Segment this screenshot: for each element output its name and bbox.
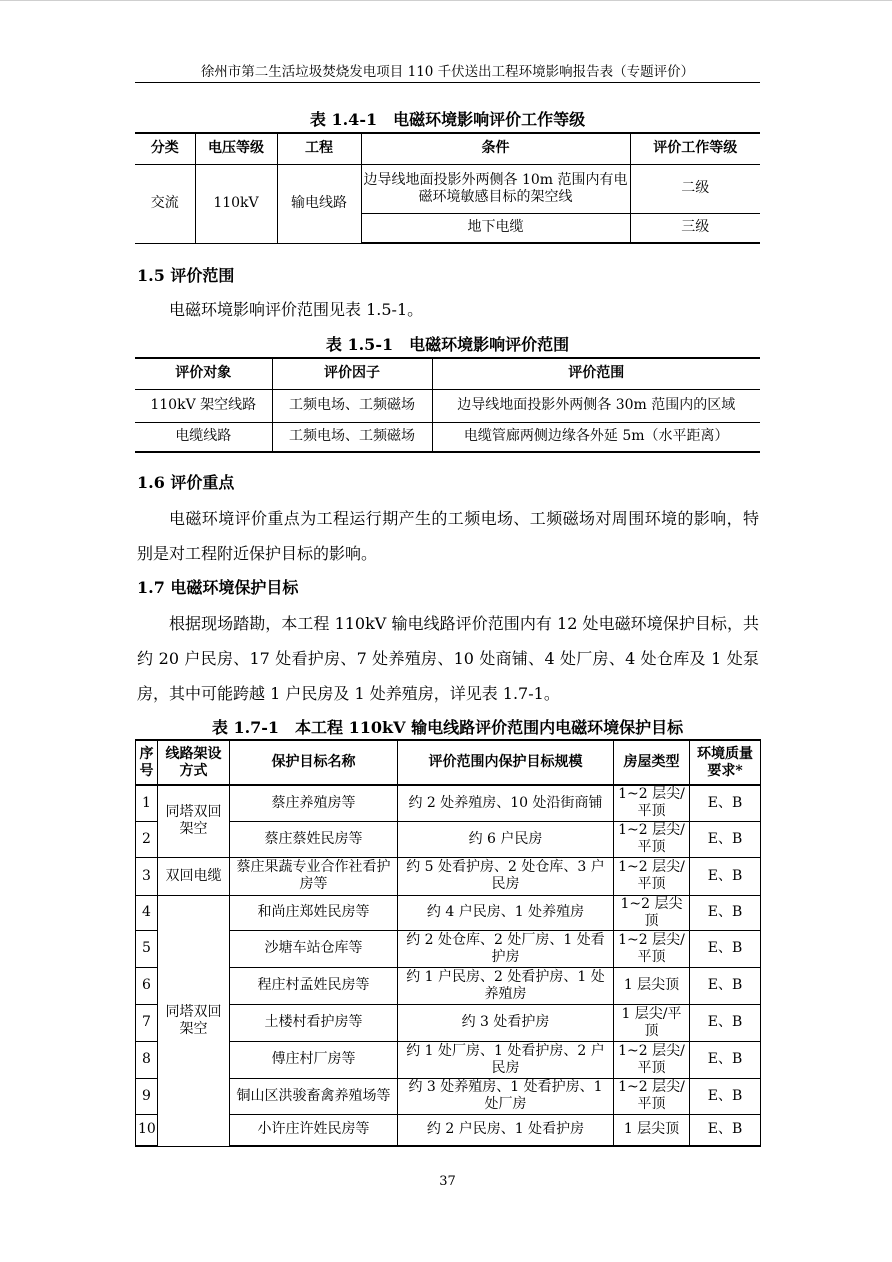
- table-header-cell: 环境质量要求*: [690, 740, 761, 785]
- table-row: [135, 389, 760, 422]
- table-header-cell: 评价范围内保护目标规模: [398, 740, 614, 785]
- level-cell: 三级: [630, 213, 760, 243]
- table-header-cell: 评价对象: [135, 358, 272, 389]
- header-rule: [135, 82, 760, 83]
- row-number: 6: [136, 967, 158, 1004]
- page-edge: [0, 0, 892, 1]
- target-name: 傅庄村厂房等: [230, 1041, 398, 1078]
- method-cell: 双回电缆: [158, 857, 230, 895]
- factor-cell: 工频电场、工频磁场: [272, 389, 432, 422]
- condition-cell: 地下电缆: [361, 213, 630, 243]
- table-1-4-1: [135, 132, 760, 244]
- quality-requirement: E、B: [690, 895, 761, 930]
- table-row: [136, 1114, 761, 1146]
- section-1-7-heading: 1.7 电磁环境保护目标: [137, 578, 299, 597]
- table-row: [136, 821, 761, 857]
- section-1-6-text: 电磁环境评价重点为工程运行期产生的工频电场、工频磁场对周围环境的影响，特别是对工程附近保护目标的影响。: [137, 509, 759, 563]
- table-header-cell: 保护目标名称: [230, 740, 398, 785]
- target-scale: 约 1 处厂房、1 处看护房、2 户民房: [398, 1041, 614, 1078]
- quality-requirement: E、B: [690, 857, 761, 895]
- object-cell: 110kV 架空线路: [135, 389, 272, 422]
- project-cell: 输电线路: [277, 164, 361, 243]
- house-type: 1 层尖/平顶: [614, 1004, 690, 1041]
- target-name: 铜山区洪骏畜禽养殖场等: [230, 1078, 398, 1114]
- table-1-7-1: [135, 739, 761, 1147]
- table-row: [136, 895, 761, 930]
- house-type: 1~2 层尖/平顶: [614, 1078, 690, 1114]
- row-number: 10: [136, 1114, 158, 1146]
- category-cell: 交流: [135, 164, 195, 243]
- quality-requirement: E、B: [690, 1041, 761, 1078]
- method-cell: 同塔双回架空: [158, 785, 230, 857]
- table-header-cell: 线路架设方式: [158, 740, 230, 785]
- house-type: 1~2 层尖/平顶: [614, 821, 690, 857]
- quality-requirement: E、B: [690, 1114, 761, 1146]
- quality-requirement: E、B: [690, 821, 761, 857]
- target-scale: 约 3 处养殖房、1 处看护房、1 处厂房: [398, 1078, 614, 1114]
- house-type: 1 层尖顶: [614, 1114, 690, 1146]
- method-cell: 同塔双回架空: [158, 895, 230, 1146]
- section-1-6-heading: 1.6 评价重点: [137, 473, 235, 492]
- condition-cell: 边导线地面投影外两侧各 10m 范围内有电磁环境敏感目标的架空线: [361, 164, 630, 213]
- target-name: 土楼村看护房等: [230, 1004, 398, 1041]
- factor-cell: 工频电场、工频磁场: [272, 422, 432, 452]
- target-name: 蔡庄蔡姓民房等: [230, 821, 398, 857]
- target-scale: 约 2 处仓库、2 处厂房、1 处看护房: [398, 930, 614, 967]
- house-type: 1~2 层尖/平顶: [614, 1041, 690, 1078]
- object-cell: 电缆线路: [135, 422, 272, 452]
- table-header-cell: 条件: [361, 133, 630, 164]
- target-name: 沙塘车站仓库等: [230, 930, 398, 967]
- target-scale: 约 6 户民房: [398, 821, 614, 857]
- house-type: 1~2 层尖/平顶: [614, 785, 690, 821]
- range-cell: 电缆管廊两侧边缘各外延 5m（水平距离）: [432, 422, 760, 452]
- table-1-7-1-caption: 表 1.7-1 本工程 110kV 输电线路评价范围内电磁环境保护目标: [211, 718, 684, 737]
- target-name: 程庄村孟姓民房等: [230, 967, 398, 1004]
- house-type: 1~2 层尖顶: [614, 895, 690, 930]
- table-row: [136, 930, 761, 967]
- table-1-4-1-caption: 表 1.4-1 电磁环境影响评价工作等级: [309, 110, 586, 129]
- quality-requirement: E、B: [690, 785, 761, 821]
- house-type: 1~2 层尖/平顶: [614, 857, 690, 895]
- table-row: [136, 857, 761, 895]
- section-1-7-text: 根据现场踏勘，本工程 110kV 输电线路评价范围内有 12 处电磁环境保护目标，共约 20 户民房、17 处看护房、7 处养殖房、10 处商铺、4 处厂房、4 处仓库及 1 处泵房，其中可能跨越 1 户民房及 1 处养殖房，详见表 1.7-1。: [137, 614, 759, 703]
- table-header-cell: 分类: [135, 133, 195, 164]
- row-number: 5: [136, 930, 158, 967]
- table-1-5-1: [135, 357, 760, 453]
- table-row: [136, 967, 761, 1004]
- target-scale: 约 5 处看护房、2 处仓库、3 户民房: [398, 857, 614, 895]
- quality-requirement: E、B: [690, 1078, 761, 1114]
- quality-requirement: E、B: [690, 930, 761, 967]
- house-type: 1 层尖顶: [614, 967, 690, 1004]
- row-number: 1: [136, 785, 158, 821]
- level-cell: 二级: [630, 164, 760, 213]
- table-1-5-1-caption: 表 1.5-1 电磁环境影响评价范围: [325, 335, 570, 354]
- table-header-cell: 评价范围: [432, 358, 760, 389]
- table-row: [136, 1004, 761, 1041]
- row-number: 9: [136, 1078, 158, 1114]
- target-scale: 约 4 户民房、1 处养殖房: [398, 895, 614, 930]
- target-name: 蔡庄果蔬专业合作社看护房等: [230, 857, 398, 895]
- table-header-cell: 工程: [277, 133, 361, 164]
- table-row: [136, 1078, 761, 1114]
- voltage-cell: 110kV: [195, 164, 277, 243]
- target-scale: 约 3 处看护房: [398, 1004, 614, 1041]
- running-header: 徐州市第二生活垃圾焚烧发电项目 110 千伏送出工程环境影响报告表（专题评价）: [200, 64, 695, 80]
- row-number: 8: [136, 1041, 158, 1078]
- target-scale: 约 2 户民房、1 处看护房: [398, 1114, 614, 1146]
- table-header-cell: 房屋类型: [614, 740, 690, 785]
- section-1-5-text: 电磁环境影响评价范围见表 1.5-1。: [169, 300, 424, 319]
- quality-requirement: E、B: [690, 967, 761, 1004]
- table-header-cell: 电压等级: [195, 133, 277, 164]
- target-name: 小许庄许姓民房等: [230, 1114, 398, 1146]
- table-header-cell: 序号: [136, 740, 158, 785]
- quality-requirement: E、B: [690, 1004, 761, 1041]
- row-number: 2: [136, 821, 158, 857]
- table-header-cell: 评价因子: [272, 358, 432, 389]
- row-number: 7: [136, 1004, 158, 1041]
- row-number: 4: [136, 895, 158, 930]
- table-row: [135, 422, 760, 452]
- row-number: 3: [136, 857, 158, 895]
- table-row: [136, 785, 761, 821]
- target-scale: 约 2 处养殖房、10 处沿街商铺: [398, 785, 614, 821]
- target-name: 蔡庄养殖房等: [230, 785, 398, 821]
- house-type: 1~2 层尖/平顶: [614, 930, 690, 967]
- page-number: 37: [439, 1174, 456, 1189]
- section-1-5-heading: 1.5 评价范围: [137, 266, 235, 285]
- table-header-cell: 评价工作等级: [630, 133, 760, 164]
- range-cell: 边导线地面投影外两侧各 30m 范围内的区域: [432, 389, 760, 422]
- target-scale: 约 1 户民房、2 处看护房、1 处养殖房: [398, 967, 614, 1004]
- target-name: 和尚庄郑姓民房等: [230, 895, 398, 930]
- table-row: [136, 1041, 761, 1078]
